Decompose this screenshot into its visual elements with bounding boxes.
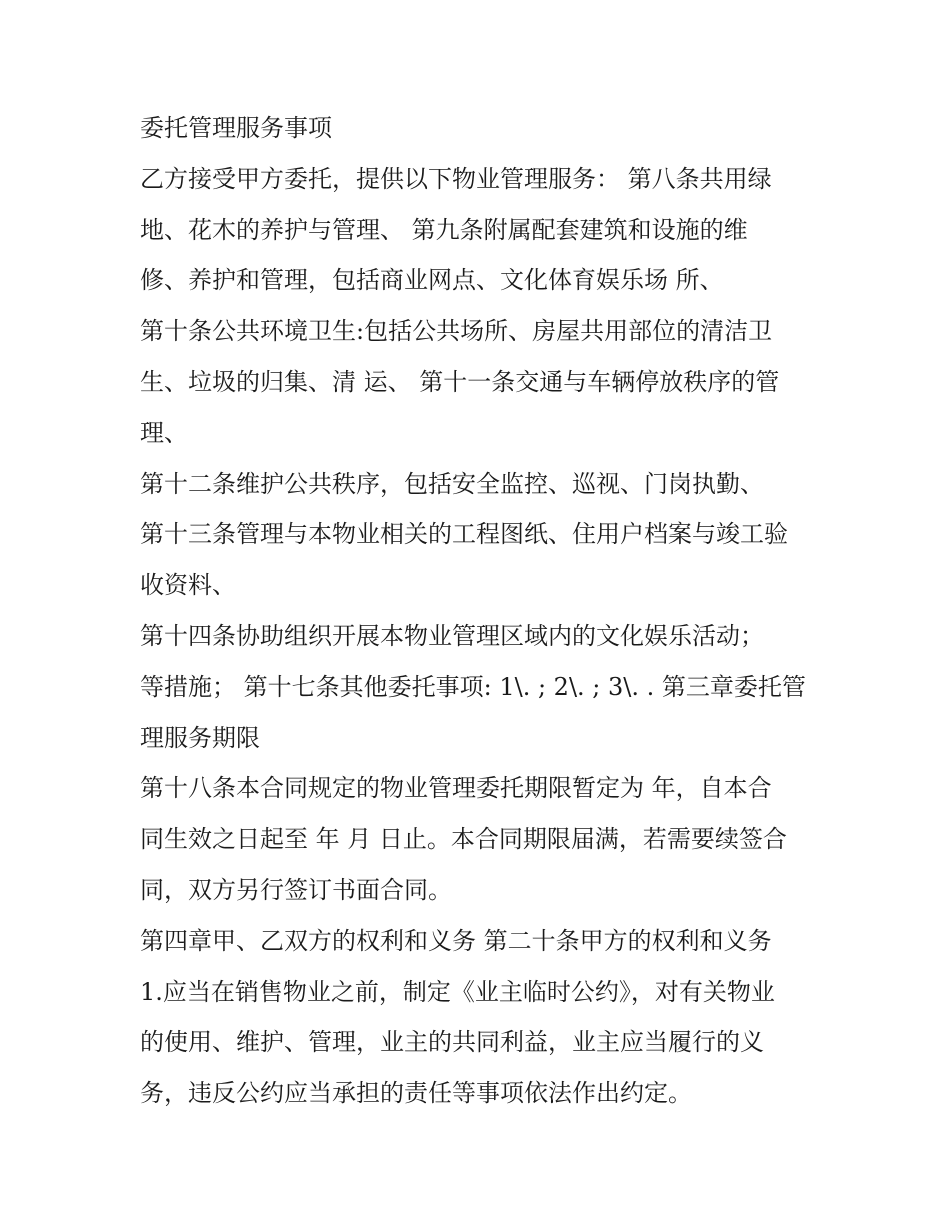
text-line-11: 第十四条协助组织开展本物业管理区域内的文化娱乐活动； (140, 621, 764, 650)
text-line-10: 收资料、 (140, 571, 236, 600)
text-line-18: 1.应当在销售物业之前，制定《业主临时公约》，对有关物业 (140, 977, 775, 1006)
text-line-13: 理服务期限 (140, 723, 260, 752)
text-line-4: 修、养护和管理，包括商业网点、文化体育娱乐场 所、 (140, 266, 724, 295)
text-line-12: 等措施； 第十七条其他委托事项: 1\. ; 2\. ; 3\. . 第三章委托管 (140, 672, 806, 701)
text-line-6: 生、垃圾的归集、清 运、 第十一条交通与车辆停放秩序的管 (140, 367, 780, 396)
text-line-15: 同生效之日起至 年 月 日止。本合同期限届满，若需要续签合 (140, 825, 787, 854)
text-line-20: 务，违反公约应当承担的责任等事项依法作出约定。 (140, 1079, 692, 1108)
text-line-19: 的使用、维护、管理，业主的共同利益，业主应当履行的义 (140, 1028, 764, 1057)
text-line-9: 第十三条管理与本物业相关的工程图纸、住用户档案与竣工验 (140, 520, 788, 549)
text-line-7: 理、 (140, 418, 188, 447)
text-line-14: 第十八条本合同规定的物业管理委托期限暂定为 年，自本合 (140, 774, 772, 803)
text-line-8: 第十二条维护公共秩序，包括安全监控、巡视、门岗执勤、 (140, 469, 764, 498)
text-line-2: 乙方接受甲方委托，提供以下物业管理服务： 第八条共用绿 (140, 164, 772, 193)
text-line-1: 委托管理服务事项 (140, 114, 332, 142)
text-line-5: 第十条公共环境卫生:包括公共场所、房屋共用部位的清洁卫 (140, 317, 773, 346)
text-line-3: 地、花木的养护与管理、 第九条附属配套建筑和设施的维 (140, 215, 748, 244)
text-line-17: 第四章甲、乙双方的权利和义务 第二十条甲方的权利和义务 (140, 926, 772, 955)
document-body (140, 103, 820, 1119)
text-line-16: 同，双方另行签订书面合同。 (140, 875, 452, 904)
